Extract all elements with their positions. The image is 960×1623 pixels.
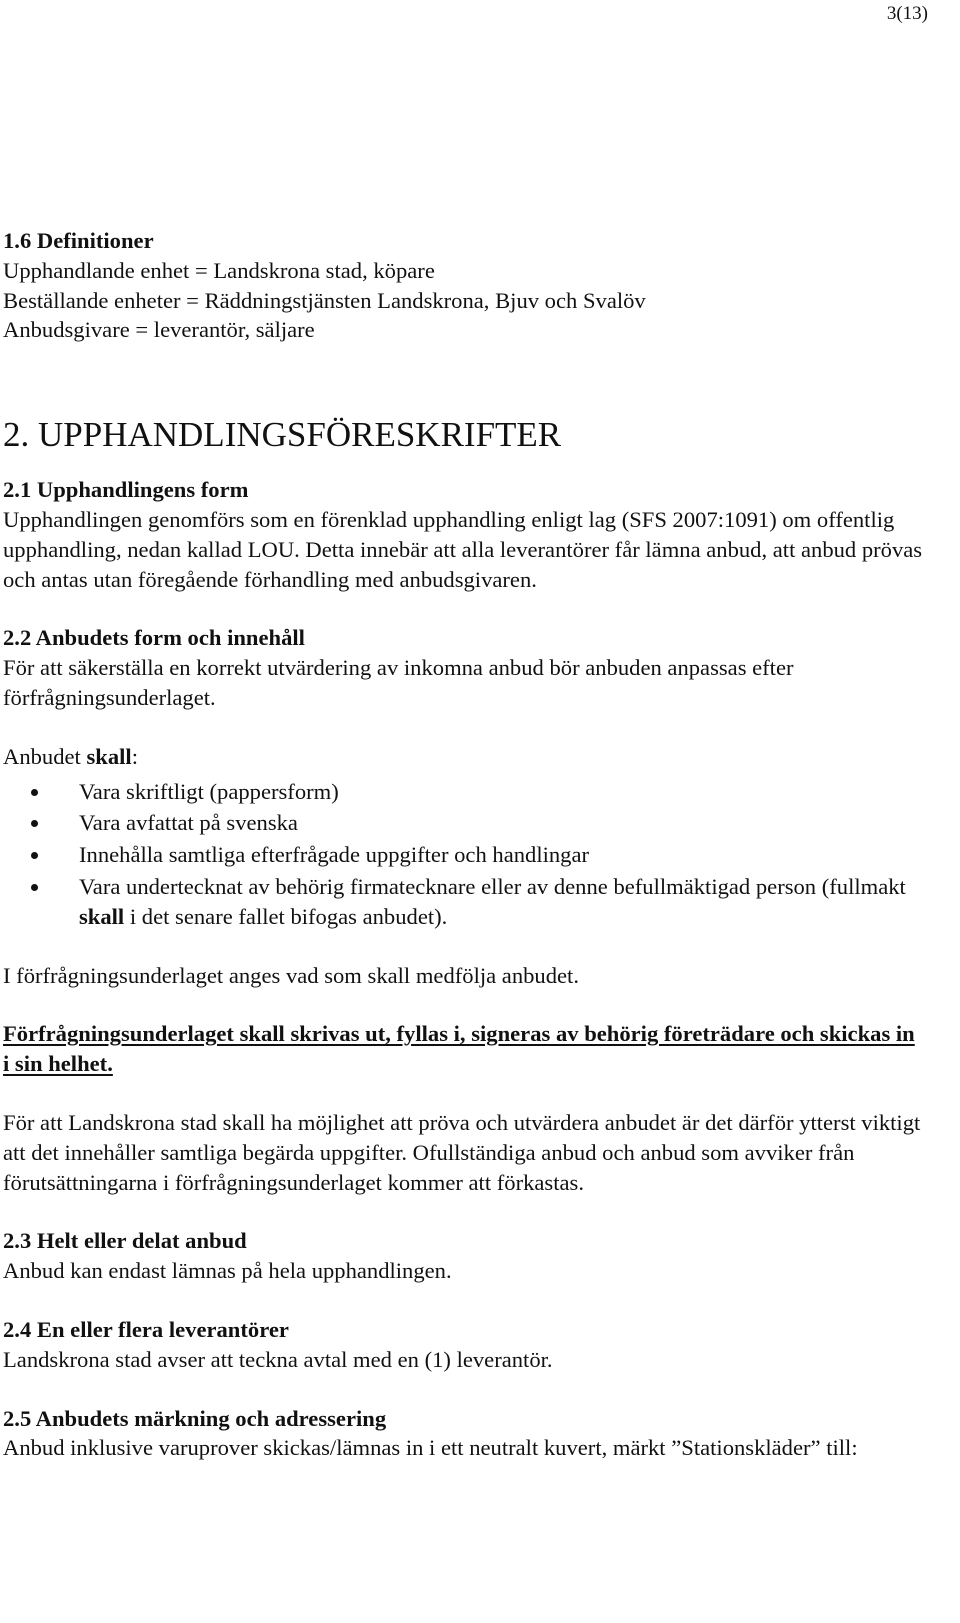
requirements-lead-suffix: : [131,743,138,769]
section-2-4 [3,1315,923,1375]
list-item-text-after: i det senare fallet bifogas anbudet). [124,903,448,929]
section-definitions [3,226,923,345]
paragraph-whole-bid: Anbud kan endast lämnas på hela upphandlingen. [3,1258,452,1284]
paragraph-procurement-form: Upphandlingen genomförs som en förenklad upphandling enligt lag (SFS 2007:1091) om offentlig upphandling, nedan kallad LOU. Detta innebär att alla leverantörer får lämna anbud, att anbud prövas och antas utan föregående förhandling med anbudsgivaren. [3,506,923,592]
list-item [3,777,923,807]
list-item [3,872,923,932]
requirements-list [3,777,923,932]
requirements-lead-bold: skall [86,743,132,769]
bullet-icon [31,789,38,796]
section-2-5 [3,1404,923,1464]
section-heading-definitions: 1.6 Definitioner [3,228,154,253]
paragraph-suppliers: Landskrona stad avser att teckna avtal med en (1) leverantör. [3,1346,553,1372]
list-item-text-before: Vara undertecknat av behörig firmatecknare eller av denne befullmäktigad person (fullmakt [79,873,906,899]
paragraph-underlined-notice: Förfrågningsunderlaget skall skrivas ut, fyllas i, signeras av behörig företrädare och skickas in i sin helhet. [3,1021,915,1077]
definition-line: Beställande enheter = Räddningstjänsten Landskrona, Bjuv och Svalöv [3,287,646,313]
section-heading-2-2: 2.2 Anbudets form och innehåll [3,625,305,651]
section-heading-2-5: 2.5 Anbudets märkning och adressering [3,1405,387,1431]
section-heading-2-3: 2.3 Helt eller delat anbud [3,1228,247,1254]
list-item-text: Vara skriftligt (pappersform) [79,778,339,804]
list-item-text-bold: skall [79,903,125,929]
requirements-lead-prefix: Anbudet [3,743,87,769]
list-item [3,840,923,870]
page-number: 3(13) [886,3,928,24]
bullet-icon [31,884,38,891]
bullet-icon [31,852,38,859]
definition-line: Anbudsgivare = leverantör, säljare [3,317,315,343]
definition-line: Upphandlande enhet = Landskrona stad, köpare [3,257,435,283]
section-heading-2-1: 2.1 Upphandlingens form [3,477,249,503]
document-body [3,226,923,1463]
list-item [3,808,923,838]
list-item-text: Innehålla samtliga efterfrågade uppgifter och handlingar [79,842,590,868]
requirements-lead [3,742,923,772]
bullet-icon [31,820,38,827]
paragraph-evaluation-intro: För att säkerställa en korrekt utvärdering av inkomna anbud bör anbuden anpassas efter förfrågningsunderlaget. [3,655,794,710]
section-heading-2-4: 2.4 En eller flera leverantörer [3,1316,289,1342]
paragraph-marking: Anbud inklusive varuprover skickas/lämnas in i ett neutralt kuvert, märkt ”Stationskläder” till: [3,1435,858,1461]
chapter-title: 2. UPPHANDLINGSFÖRESKRIFTER [3,415,562,455]
paragraph-importance: För att Landskrona stad skall ha möjlighet att pröva och utvärdera anbudet är det därför ytterst viktigt att det innehåller samtliga begärda uppgifter. Ofullständiga anbud och anbud som avviker från förutsättningarna i förfrågningsunderlaget kommer att förkastas. [3,1109,921,1195]
list-item-text: Vara avfattat på svenska [79,810,298,836]
paragraph-attachments-note: I förfrågningsunderlaget anges vad som skall medfölja anbudet. [3,962,579,988]
section-2-3 [3,1226,923,1286]
section-2-1 [3,475,923,594]
section-2-2 [3,623,923,1197]
